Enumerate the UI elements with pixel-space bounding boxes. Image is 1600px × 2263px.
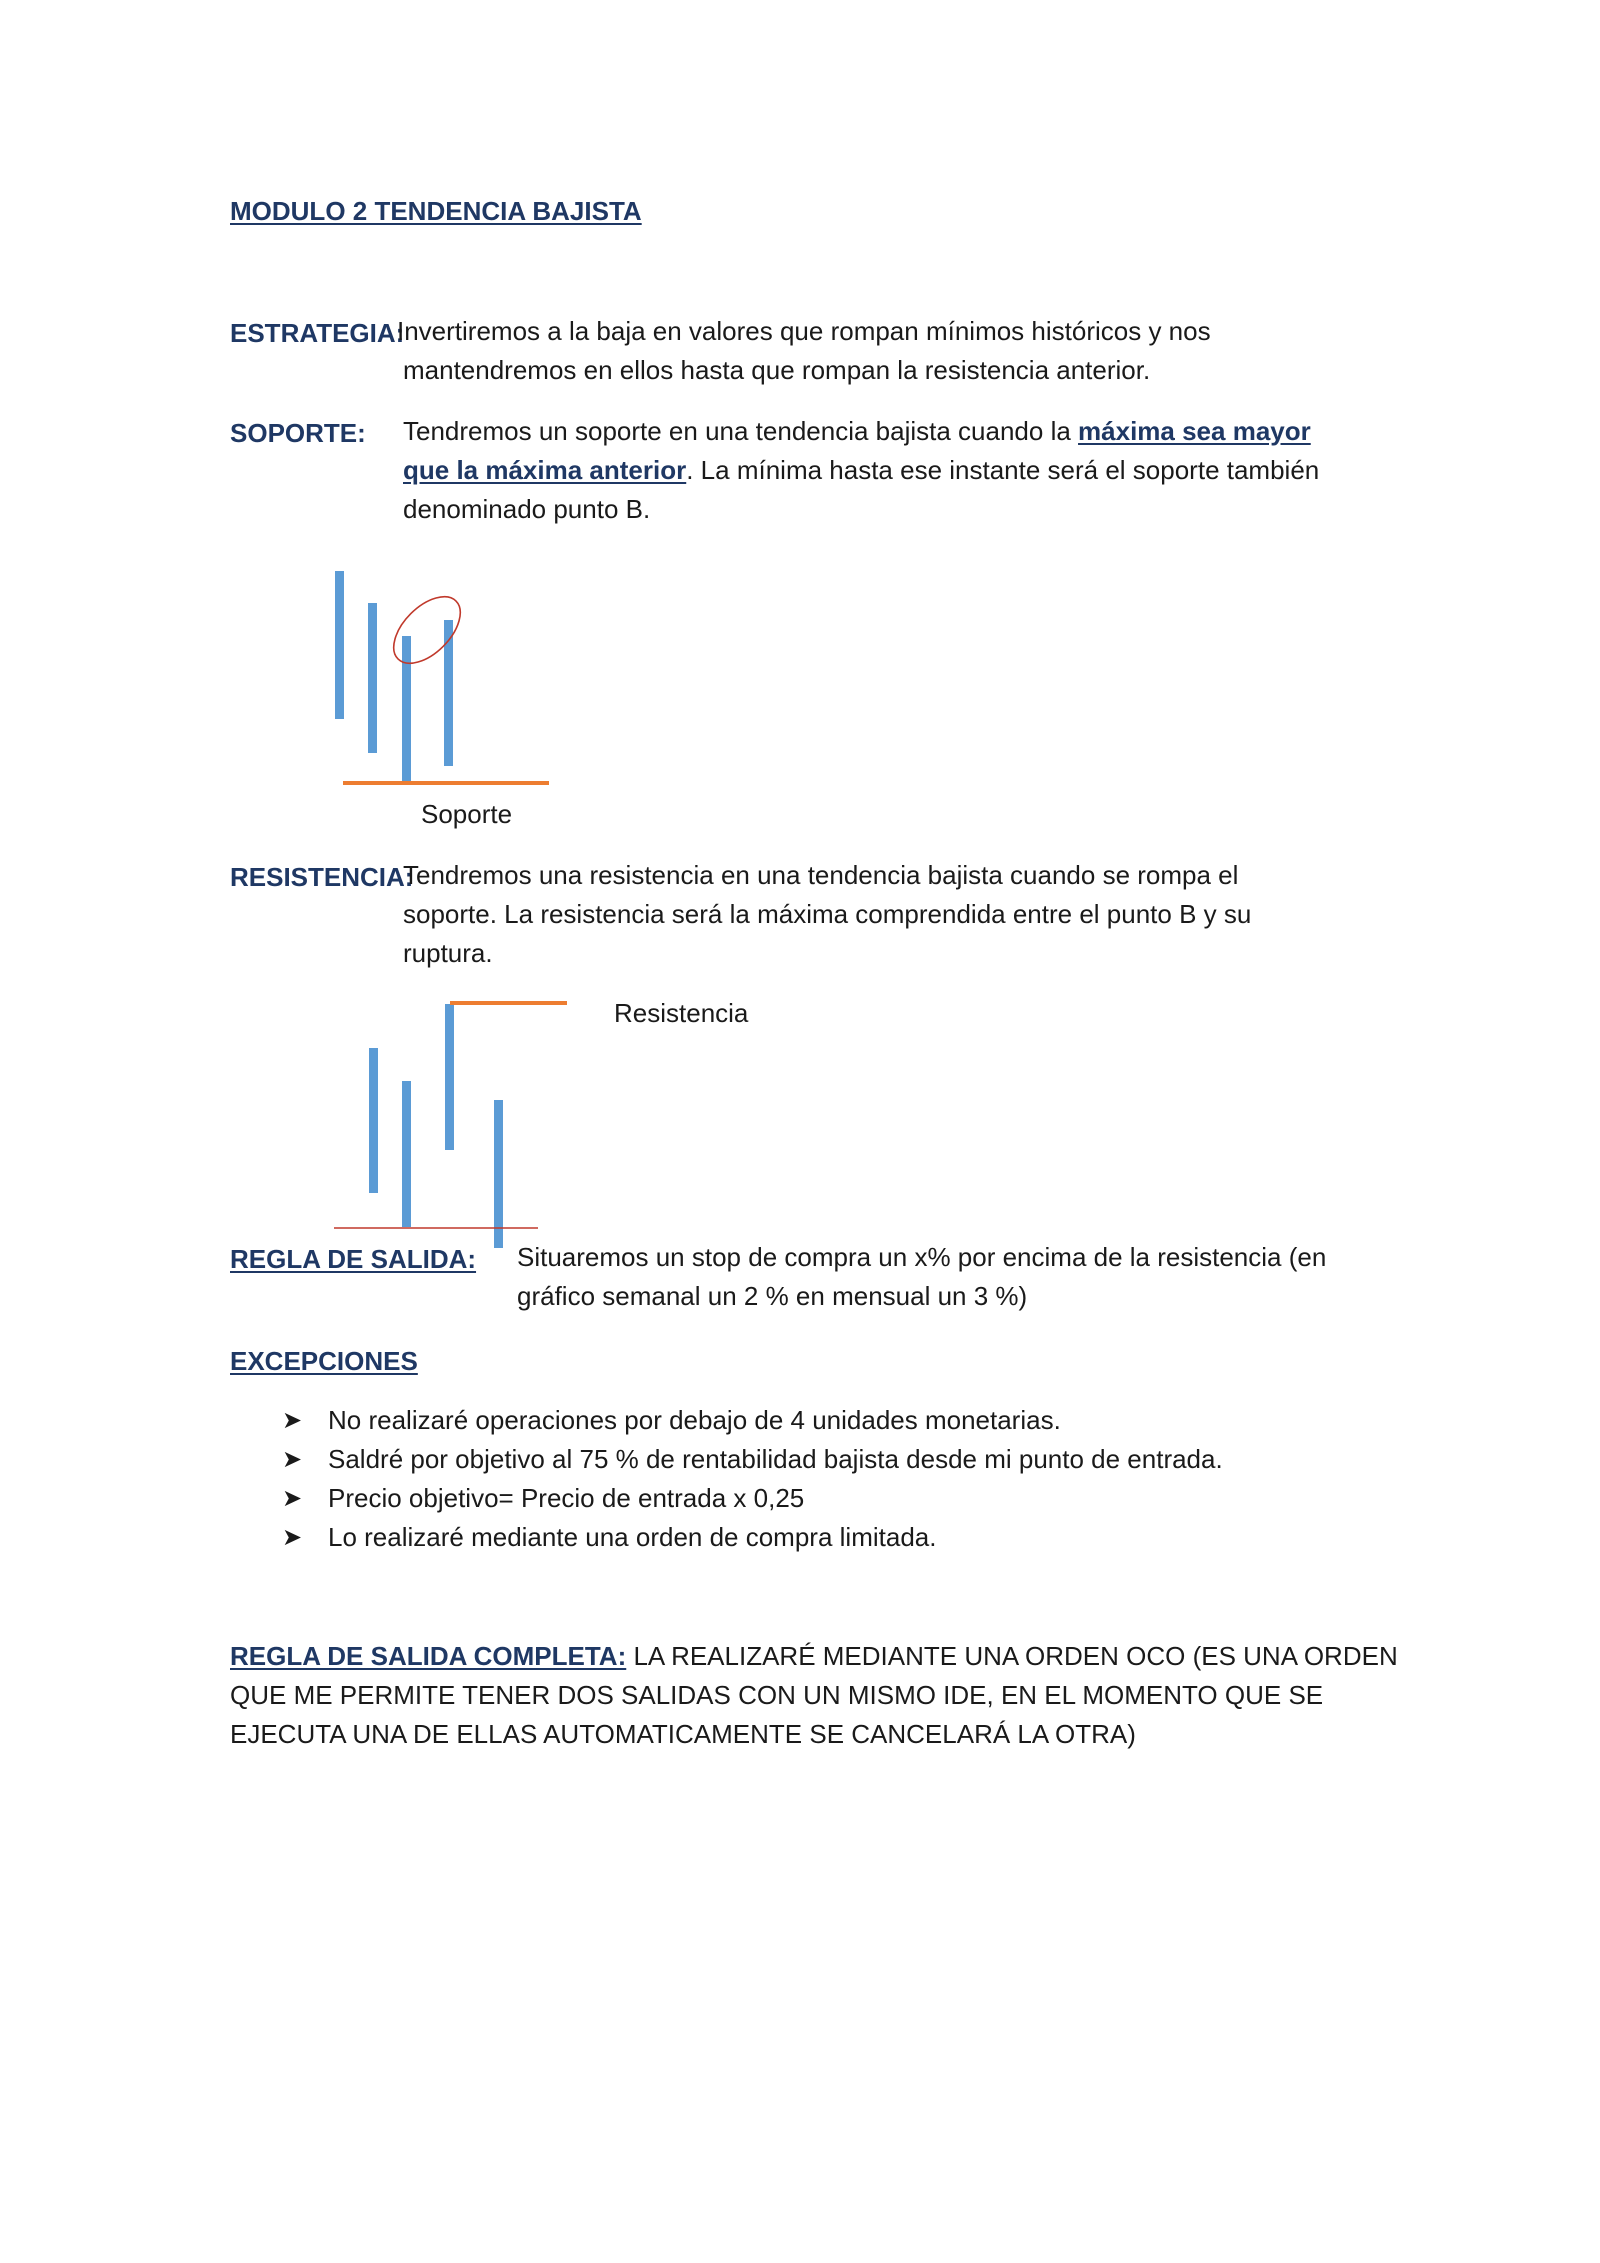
- resistencia-line-2: soporte. La resistencia será la máxima comprendida entre el punto B y su: [403, 899, 1252, 929]
- excepciones-list: [282, 1401, 1223, 1557]
- resistencia-bar-2: [402, 1081, 411, 1227]
- excepcion-text-4: Lo realizaré mediante una orden de compra limitada.: [328, 1522, 937, 1552]
- excepcion-text-3: Precio objetivo= Precio de entrada x 0,25: [328, 1483, 805, 1513]
- soporte-emphasis-1: máxima sea mayor: [1078, 416, 1311, 446]
- excepciones-label: EXCEPCIONES: [230, 1346, 418, 1376]
- resistencia-line-1: Tendremos una resistencia en una tendencia bajista cuando se rompa el: [403, 860, 1239, 890]
- soporte-bar-4: [444, 620, 453, 766]
- excepcion-text-2: Saldré por objetivo al 75 % de rentabilidad bajista desde mi punto de entrada.: [328, 1444, 1223, 1474]
- resistencia-caption: Resistencia: [614, 998, 749, 1028]
- list-item: [282, 1401, 1223, 1440]
- resistencia-diagram: [0, 980, 1600, 1260]
- arrowhead-bullet-icon: ➤: [282, 1524, 303, 1551]
- list-item: [282, 1518, 1223, 1557]
- page-title: MODULO 2 TENDENCIA BAJISTA: [230, 196, 642, 226]
- list-item: [282, 1479, 1223, 1518]
- soporte-emphasis-2: que la máxima anterior: [403, 455, 687, 485]
- soporte-bar-2: [368, 603, 377, 753]
- regla-salida-label: REGLA DE SALIDA:: [230, 1244, 477, 1274]
- regla-completa-label: REGLA DE SALIDA COMPLETA:: [230, 1641, 627, 1671]
- soporte-line-3: denominado punto B.: [403, 494, 651, 524]
- soporte-line-2-text: . La mínima hasta ese instante será el soporte también: [686, 455, 1320, 485]
- regla-completa-line-1: [230, 1637, 1398, 1676]
- highlight-circle-icon: [382, 585, 473, 676]
- regla-completa-line-3: EJECUTA UNA DE ELLAS AUTOMATICAMENTE SE CANCELARÁ LA OTRA): [230, 1719, 1136, 1749]
- excepcion-text-1: No realizaré operaciones por debajo de 4 unidades monetarias.: [328, 1405, 1061, 1435]
- resistencia-label: RESISTENCIA:: [230, 862, 414, 892]
- estrategia-label: ESTRATEGIA:: [230, 318, 405, 348]
- resistencia-bar-3: [445, 1004, 454, 1150]
- soporte-label: SOPORTE:: [230, 418, 366, 448]
- regla-salida-line-1: Situaremos un stop de compra un x% por encima de la resistencia (en: [517, 1242, 1327, 1272]
- arrowhead-bullet-icon: ➤: [282, 1407, 303, 1434]
- regla-salida-line-2: gráfico semanal un 2 % en mensual un 3 %): [517, 1281, 1028, 1311]
- arrowhead-bullet-icon: ➤: [282, 1446, 303, 1473]
- resistencia-bar-4: [494, 1100, 503, 1248]
- soporte-bar-1: [335, 571, 344, 719]
- estrategia-line-2: mantendremos en ellos hasta que rompan la resistencia anterior.: [403, 355, 1151, 385]
- list-item: [282, 1440, 1223, 1479]
- soporte-line-1-text: Tendremos un soporte en una tendencia bajista cuando la: [403, 416, 1079, 446]
- arrowhead-bullet-icon: ➤: [282, 1485, 303, 1512]
- resistencia-bar-1: [369, 1048, 378, 1193]
- soporte-caption: Soporte: [421, 799, 513, 829]
- estrategia-line-1: Invertiremos a la baja en valores que rompan mínimos históricos y nos: [397, 316, 1211, 346]
- soporte-diagram: [0, 0, 1600, 900]
- regla-completa-text-1: LA REALIZARÉ MEDIANTE UNA ORDEN OCO (ES UNA ORDEN: [626, 1641, 1398, 1671]
- soporte-bar-3: [402, 636, 411, 781]
- regla-completa-line-2: QUE ME PERMITE TENER DOS SALIDAS CON UN MISMO IDE, EN EL MOMENTO QUE SE: [230, 1680, 1324, 1710]
- resistencia-line-3: ruptura.: [403, 938, 493, 968]
